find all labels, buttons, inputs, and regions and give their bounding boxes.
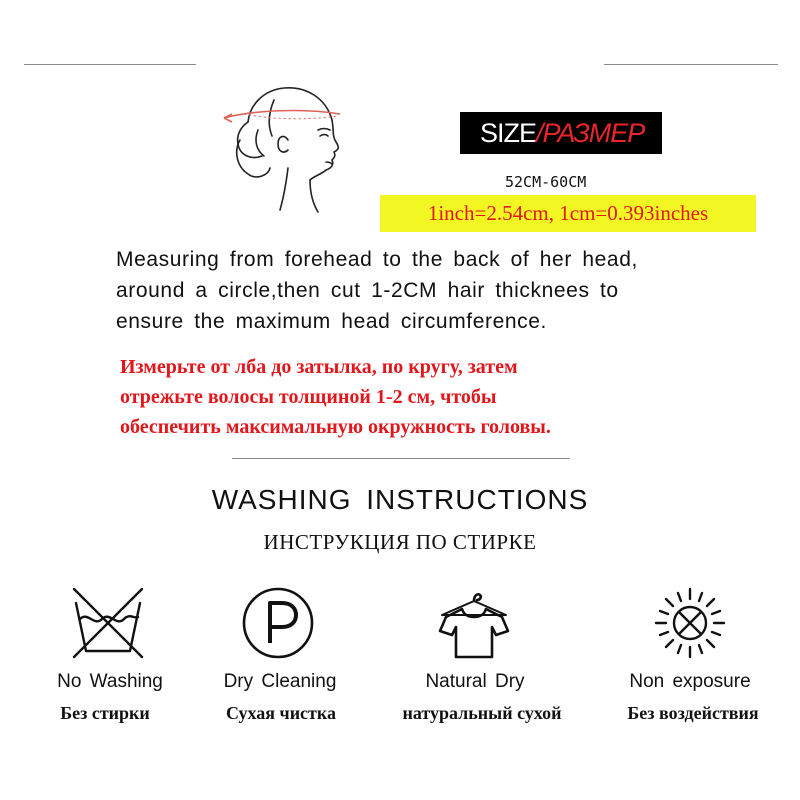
natural-dry-icon xyxy=(436,585,512,661)
measuring-text-en-line: around a circle,then cut 1-2CM hair thicknees to xyxy=(116,279,619,302)
size-badge-ru: /РАЗМЕР xyxy=(536,118,645,148)
care-label-ru: Без воздействия xyxy=(627,703,759,723)
no-washing-icon xyxy=(70,585,146,661)
head-measurement-illustration xyxy=(214,70,364,220)
care-label-en: Non exposure xyxy=(629,671,751,692)
size-badge xyxy=(460,112,662,154)
care-label-en: No Washing xyxy=(57,671,163,692)
top-left-divider xyxy=(24,64,196,65)
dry-cleaning-icon xyxy=(240,585,316,661)
size-badge-en: SIZE xyxy=(480,118,537,148)
unit-conversion-banner: 1inch=2.54cm, 1cm=0.393inches xyxy=(380,195,756,232)
washing-instructions-title: WASHING INSTRUCTIONS xyxy=(211,484,589,515)
top-right-divider xyxy=(604,64,778,65)
size-range: 52CM-60CM xyxy=(505,173,587,191)
washing-instructions-title-ru: ИНСТРУКЦИЯ ПО СТИРКЕ xyxy=(263,530,537,554)
care-label-ru: натуральный сухой xyxy=(402,703,562,723)
section-divider xyxy=(232,458,570,459)
care-label-en: Dry Cleaning xyxy=(223,671,337,692)
measuring-text-ru-line: обеспечить максимальную окружность головы. xyxy=(120,416,551,438)
care-label-en: Natural Dry xyxy=(425,671,525,692)
measuring-text-ru-line: отрежьте волосы толщиной 1-2 см, чтобы xyxy=(120,386,497,408)
measuring-text-ru-line: Измерьте от лба до затылка, по кругу, затем xyxy=(120,356,518,378)
care-label-ru: Сухая чистка xyxy=(225,703,336,723)
measuring-text-en-line: ensure the maximum head circumference. xyxy=(116,310,547,333)
no-sun-exposure-icon xyxy=(652,585,728,661)
measuring-text-en-line: Measuring from forehead to the back of her head, xyxy=(116,248,638,271)
care-label-ru: Без стирки xyxy=(60,703,150,723)
